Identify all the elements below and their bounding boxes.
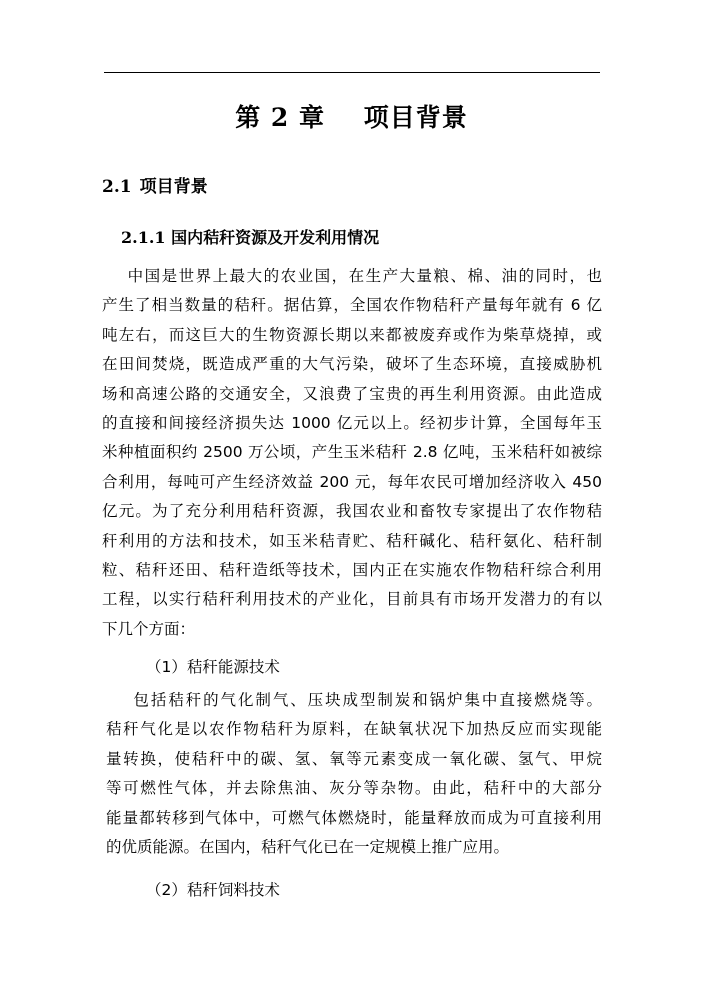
paragraph-line: 吨左右，而这巨大的生物资源长期以来都被废弃或作为柴草烧掉，或	[102, 325, 602, 344]
paragraph-line: 量转换，使秸秆中的碳、氢、氧等元素变成一氧化碳、氢气、甲烷	[106, 749, 602, 768]
list-item-feed-technology: （2）秸秆饲料技术	[146, 881, 280, 899]
chapter-title: 第 2 章 项目背景	[235, 103, 468, 132]
paragraph-line: 下几个方面：	[102, 619, 196, 638]
header-rule	[104, 72, 600, 73]
section-number: 2.1	[102, 177, 132, 197]
list-item-energy-technology: （1）秸秆能源技术	[146, 658, 280, 676]
paragraph-line: 包括秸秆的气化制气、压块成型制炭和锅炉集中直接燃烧等。	[106, 691, 602, 709]
paragraph-straw-energy	[106, 686, 602, 862]
paragraph-straw-resources	[102, 262, 602, 644]
paragraph-line: 中国是世界上最大的农业国，在生产大量粮、棉、油的同时，也	[102, 267, 602, 285]
paragraph-line: 工程，以实行秸秆利用技术的产业化，目前具有市场开发潜力的有以	[102, 590, 602, 609]
paragraph-line: 秸秆气化是以农作物秸秆为原料，在缺氧状况下加热反应而实现能	[106, 720, 602, 739]
paragraph-line: 等可燃性气体，并去除焦油、灰分等杂物。由此，秸秆中的大部分	[106, 779, 602, 798]
section-heading	[102, 172, 208, 197]
subsection-heading: 2.1.1 国内秸秆资源及开发利用情况	[121, 228, 380, 247]
paragraph-line: 亿元。为了充分利用秸秆资源，我国农业和畜牧专家提出了农作物秸	[102, 502, 602, 521]
paragraph-line: 的直接和间接经济损失达 1000 亿元以上。经初步计算，全国每年玉	[102, 414, 602, 433]
paragraph-line: 米种植面积约 2500 万公顷，产生玉米秸秆 2.8 亿吨，玉米秸秆如被综	[102, 443, 602, 462]
paragraph-line: 的优质能源。在国内，秸秆气化已在一定规模上推广应用。	[106, 838, 510, 857]
paragraph-line: 粒、秸秆还田、秸秆造纸等技术，国内正在实施农作物秸秆综合利用	[102, 561, 602, 580]
paragraph-line: 在田间焚烧，既造成严重的大气污染，破坏了生态环境，直接威胁机	[102, 355, 602, 374]
paragraph-line: 秆利用的方法和技术，如玉米秸青贮、秸秆碱化、秸秆氨化、秸秆制	[102, 531, 602, 550]
section-title: 项目背景	[139, 177, 208, 197]
paragraph-line: 能量都转移到气体中，可燃气体燃烧时，能量释放而成为可直接利用	[106, 808, 602, 827]
paragraph-line: 产生了相当数量的秸秆。据估算，全国农作物秸秆产量每年就有 6 亿	[102, 296, 602, 315]
paragraph-line: 场和高速公路的交通安全，又浪费了宝贵的再生利用资源。由此造成	[102, 384, 602, 403]
paragraph-line: 合利用，每吨可产生经济效益 200 元，每年农民可增加经济收入 450	[102, 472, 602, 491]
